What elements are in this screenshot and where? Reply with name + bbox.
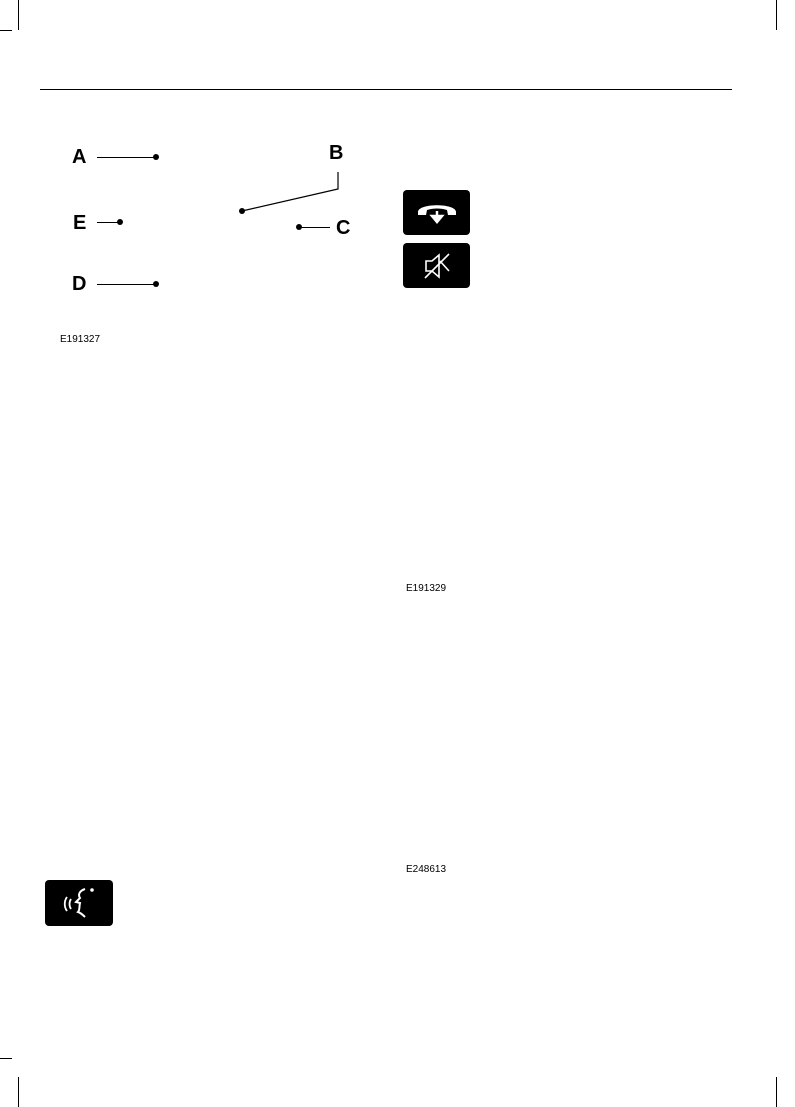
- crop-mark-bottom-left: [18, 1077, 19, 1107]
- crop-mark-bottom-right: [776, 1077, 777, 1107]
- leader-b: [236, 168, 346, 218]
- voice-command-icon: [45, 880, 113, 926]
- figure-code: E191329: [406, 583, 447, 594]
- header-rule: [40, 89, 732, 90]
- callout-a: A: [72, 146, 87, 168]
- crop-mark-top-right: [776, 0, 777, 30]
- callout-e: E: [73, 212, 87, 234]
- leader-c: [300, 227, 330, 228]
- leader-d: [97, 284, 155, 285]
- mute-icon: [403, 243, 470, 288]
- crop-mark-top-left-h: [0, 30, 12, 31]
- end-call-icon: [403, 190, 470, 235]
- callout-d: D: [72, 273, 87, 295]
- leader-dot-d: [153, 281, 159, 287]
- leader-dot-a: [153, 154, 159, 160]
- leader-e: [97, 222, 119, 223]
- leader-a: [97, 157, 155, 158]
- crop-mark-top-left: [18, 0, 19, 30]
- crop-mark-bottom-left-h: [0, 1058, 12, 1059]
- callout-b: B: [329, 142, 344, 164]
- leader-dot-e: [117, 219, 123, 225]
- callout-c: C: [336, 217, 351, 239]
- figure-code: E248613: [406, 864, 447, 875]
- figure-code: E191327: [60, 334, 101, 345]
